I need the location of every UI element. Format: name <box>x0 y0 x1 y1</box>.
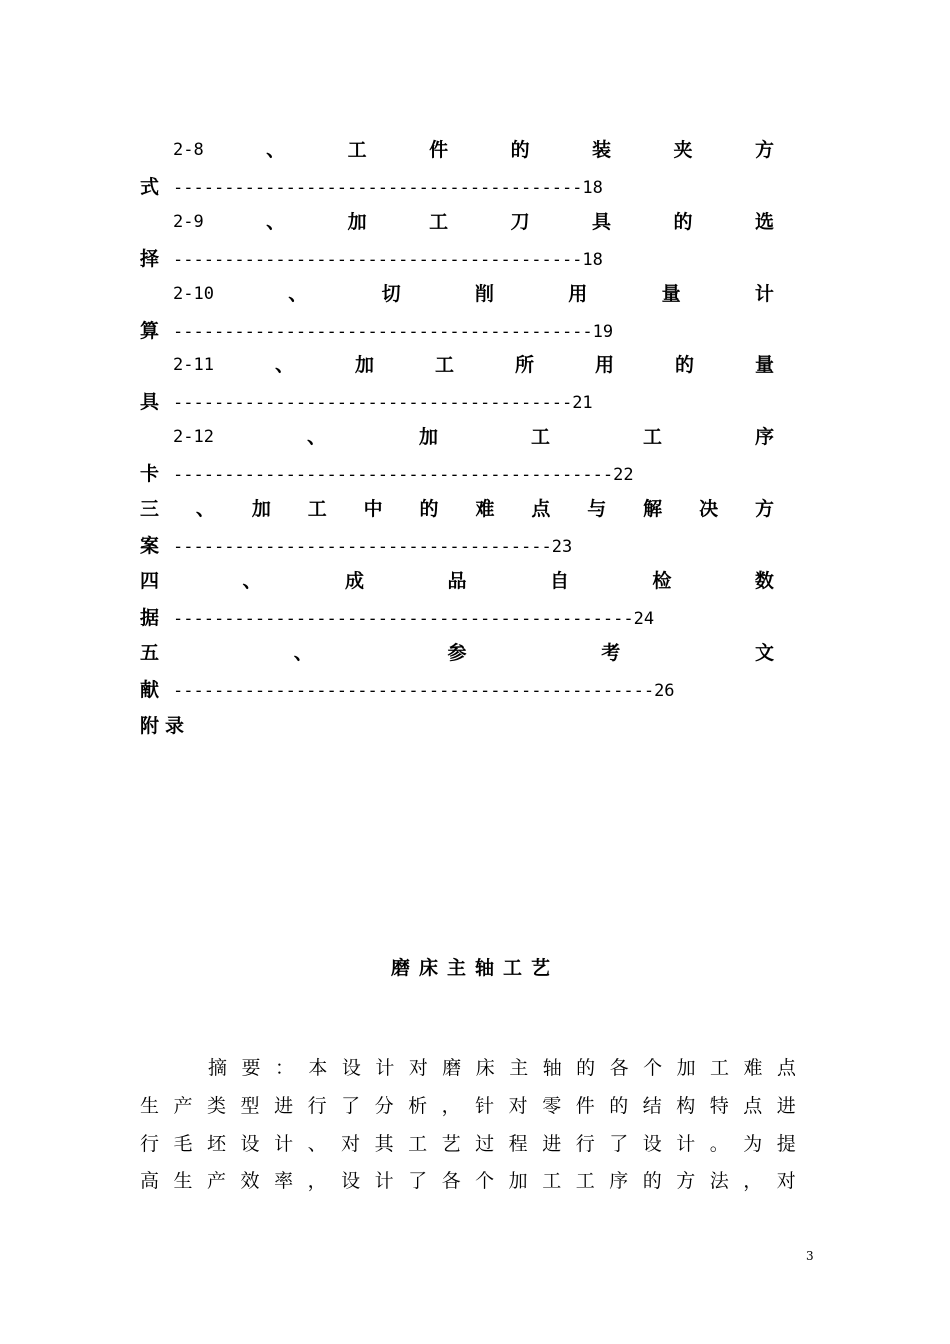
toc-entry-5-heading <box>140 640 774 666</box>
toc-number: 2-12 <box>173 427 214 447</box>
toc-char: 式 <box>140 176 160 198</box>
abstract-char: 设 <box>341 1170 361 1192</box>
toc-char: 品 <box>447 570 467 592</box>
abstract-char: 。 <box>709 1133 729 1155</box>
abstract-char: 点 <box>776 1057 796 1079</box>
abstract-char: 法 <box>709 1170 729 1192</box>
toc-char: 考 <box>601 642 621 664</box>
abstract-char: 为 <box>743 1133 763 1155</box>
abstract-char: 磨 <box>442 1057 462 1079</box>
abstract-char: 提 <box>776 1133 796 1155</box>
abstract-char: 工 <box>408 1133 428 1155</box>
toc-char: 的 <box>673 211 693 233</box>
abstract-char: 各 <box>609 1057 629 1079</box>
abstract-char: 析 <box>408 1095 428 1117</box>
toc-number: 2-10 <box>173 284 214 304</box>
toc-char: 四 <box>140 570 160 592</box>
toc-leader-dashes: ------------------------------------------- <box>173 465 614 485</box>
toc-char: 五 <box>140 642 160 664</box>
toc-entry-3-leader <box>140 533 572 559</box>
abstract-char: 对 <box>508 1095 528 1117</box>
toc-entry-2-11-heading <box>173 352 774 378</box>
toc-leader-dashes: ----------------------------------------- <box>173 322 593 342</box>
abstract-char: 进 <box>776 1095 796 1117</box>
toc-entry-2-12-heading <box>173 424 774 450</box>
toc-entry-2-11-leader <box>140 389 593 415</box>
abstract-line <box>208 1054 796 1082</box>
abstract-char: 本 <box>308 1057 328 1079</box>
toc-page-number: 23 <box>551 537 573 557</box>
toc-page-number: 19 <box>592 322 614 342</box>
toc-char: 检 <box>652 570 672 592</box>
toc-char: 、 <box>242 570 262 592</box>
abstract-char: 工 <box>542 1170 562 1192</box>
abstract-char: 了 <box>609 1133 629 1155</box>
abstract-char: 序 <box>609 1170 629 1192</box>
abstract-char: 行 <box>140 1133 160 1155</box>
toc-page-number: 26 <box>654 681 675 701</box>
toc-char: 工 <box>642 426 662 448</box>
abstract-char: 个 <box>643 1057 663 1079</box>
toc-char: 算 <box>140 320 160 342</box>
abstract-char: 对 <box>408 1057 428 1079</box>
toc-char: 用 <box>594 354 614 376</box>
abstract-char: 工 <box>710 1057 730 1079</box>
toc-char: 工 <box>434 354 454 376</box>
abstract-char: 计 <box>676 1133 696 1155</box>
toc-char: 夹 <box>673 139 693 161</box>
toc-char: 加 <box>418 426 438 448</box>
abstract-char: 计 <box>274 1133 294 1155</box>
toc-char: 加 <box>251 498 271 520</box>
toc-page-number: 21 <box>572 393 593 413</box>
toc-page-number: 18 <box>582 178 603 198</box>
toc-entry-4-leader <box>140 605 654 631</box>
abstract-line <box>140 1130 796 1158</box>
toc-char: 序 <box>754 426 774 448</box>
toc-entry-2-8-heading <box>173 137 774 163</box>
toc-char: 切 <box>381 283 401 305</box>
abstract-char: 生 <box>140 1095 160 1117</box>
abstract-char: 个 <box>475 1170 495 1192</box>
toc-char: 决 <box>699 498 719 520</box>
toc-char: 中 <box>363 498 383 520</box>
abstract-char: 产 <box>207 1170 227 1192</box>
toc-char: 卡 <box>140 463 160 485</box>
abstract-char: ， <box>307 1170 327 1192</box>
abstract-char: 轴 <box>542 1057 562 1079</box>
abstract-char: 了 <box>408 1170 428 1192</box>
toc-char: 难 <box>475 498 495 520</box>
abstract-char: 床 <box>475 1057 495 1079</box>
abstract-char: 设 <box>341 1057 361 1079</box>
abstract-char: 行 <box>575 1133 595 1155</box>
abstract-char: 点 <box>743 1095 763 1117</box>
abstract-char: 毛 <box>173 1133 193 1155</box>
abstract-char: 特 <box>709 1095 729 1117</box>
abstract-char: 摘 <box>208 1057 228 1079</box>
toc-char: 装 <box>592 139 612 161</box>
toc-leader-dashes: ---------------------------------------- <box>173 250 583 270</box>
toc-char: 刀 <box>510 211 530 233</box>
abstract-char: 设 <box>642 1133 662 1155</box>
toc-entry-5-leader <box>140 677 675 703</box>
toc-char: 计 <box>754 283 774 305</box>
toc-char: 所 <box>514 354 534 376</box>
abstract-char: 各 <box>441 1170 461 1192</box>
abstract-char: 类 <box>207 1095 227 1117</box>
abstract-char: 计 <box>375 1057 395 1079</box>
abstract-char: 对 <box>341 1133 361 1155</box>
toc-entry-4-heading <box>140 568 774 594</box>
abstract-char: 主 <box>509 1057 529 1079</box>
abstract-char: 零 <box>542 1095 562 1117</box>
abstract-char: 了 <box>341 1095 361 1117</box>
abstract-char: 率 <box>274 1170 294 1192</box>
toc-char: 加 <box>347 211 367 233</box>
toc-leader-dashes: --------------------------------------- <box>173 393 573 413</box>
toc-char: 具 <box>140 391 160 413</box>
toc-leader-dashes: ------------------------------------- <box>173 537 552 557</box>
toc-char: 削 <box>474 283 494 305</box>
abstract-char: 件 <box>575 1095 595 1117</box>
toc-char: 、 <box>266 211 286 233</box>
page-number: 3 <box>806 1249 814 1263</box>
abstract-char: 进 <box>274 1095 294 1117</box>
toc-char: 的 <box>510 139 530 161</box>
abstract-char: 过 <box>475 1133 495 1155</box>
abstract-char: 要 <box>241 1057 261 1079</box>
abstract-line <box>140 1092 796 1120</box>
toc-char: 数 <box>754 570 774 592</box>
toc-char: 量 <box>661 283 681 305</box>
abstract-char: 加 <box>676 1057 696 1079</box>
toc-char: 、 <box>195 498 215 520</box>
toc-char: 案 <box>140 535 160 557</box>
toc-char: 工 <box>347 139 367 161</box>
abstract-char: 其 <box>374 1133 394 1155</box>
toc-char: 、 <box>288 283 308 305</box>
abstract-char: 产 <box>173 1095 193 1117</box>
toc-char: 点 <box>531 498 551 520</box>
abstract-char: ： <box>274 1057 294 1079</box>
abstract-char: 进 <box>542 1133 562 1155</box>
toc-leader-dashes: --------------------------------------------- <box>173 609 634 629</box>
toc-char: 参 <box>447 642 467 664</box>
abstract-char: 的 <box>576 1057 596 1079</box>
toc-entry-3-heading <box>140 496 774 522</box>
abstract-char: 效 <box>240 1170 260 1192</box>
toc-leader-dashes: ---------------------------------------- <box>173 178 583 198</box>
toc-char: 、 <box>274 354 294 376</box>
document-title: 磨床主轴工艺 <box>390 957 559 979</box>
abstract-char: 艺 <box>441 1133 461 1155</box>
toc-char: 的 <box>674 354 694 376</box>
toc-entry-2-8-leader <box>140 174 603 200</box>
abstract-char: 构 <box>676 1095 696 1117</box>
toc-char: 献 <box>140 679 160 701</box>
abstract-char: 设 <box>240 1133 260 1155</box>
toc-number: 2-9 <box>173 212 204 232</box>
toc-char: 解 <box>643 498 663 520</box>
abstract-char: ， <box>743 1170 763 1192</box>
toc-char: 工 <box>530 426 550 448</box>
toc-page-number: 22 <box>613 465 634 485</box>
toc-char: 、 <box>306 426 326 448</box>
toc-char: 择 <box>140 248 160 270</box>
toc-char: 自 <box>549 570 569 592</box>
toc-entry-2-9-leader <box>140 246 603 272</box>
abstract-char: 程 <box>508 1133 528 1155</box>
toc-char: 加 <box>354 354 374 376</box>
abstract-char: 生 <box>173 1170 193 1192</box>
abstract-char: 坯 <box>207 1133 227 1155</box>
abstract-char: 分 <box>374 1095 394 1117</box>
toc-char: 、 <box>293 642 313 664</box>
toc-char: 用 <box>568 283 588 305</box>
toc-entry-2-10-heading <box>173 281 774 307</box>
toc-number: 2-8 <box>173 140 204 160</box>
toc-appendix: 附录 <box>140 715 191 737</box>
abstract-char: 结 <box>642 1095 662 1117</box>
toc-char: 方 <box>754 139 774 161</box>
toc-char: 与 <box>587 498 607 520</box>
toc-char: 的 <box>419 498 439 520</box>
toc-char: 据 <box>140 607 160 629</box>
abstract-line <box>140 1167 796 1195</box>
toc-char: 工 <box>429 211 449 233</box>
abstract-char: 针 <box>475 1095 495 1117</box>
toc-char: 具 <box>592 211 612 233</box>
toc-leader-dashes: ----------------------------------------------- <box>173 681 655 701</box>
abstract-char: 计 <box>374 1170 394 1192</box>
abstract-char: 难 <box>743 1057 763 1079</box>
toc-number: 2-11 <box>173 355 214 375</box>
toc-char: 工 <box>307 498 327 520</box>
toc-page-number: 18 <box>582 250 603 270</box>
toc-char: 方 <box>754 498 774 520</box>
abstract-char: 型 <box>240 1095 260 1117</box>
abstract-char: 的 <box>642 1170 662 1192</box>
toc-char: 成 <box>344 570 364 592</box>
toc-char: 文 <box>754 642 774 664</box>
abstract-char: 对 <box>776 1170 796 1192</box>
toc-entry-2-10-leader <box>140 318 613 344</box>
toc-char: 三 <box>140 498 160 520</box>
abstract-char: 方 <box>676 1170 696 1192</box>
toc-page-number: 24 <box>633 609 655 629</box>
toc-char: 件 <box>429 139 449 161</box>
abstract-char: 高 <box>140 1170 160 1192</box>
toc-entry-2-12-leader <box>140 461 634 487</box>
abstract-char: 、 <box>307 1133 327 1155</box>
toc-char: 选 <box>754 211 774 233</box>
abstract-char: 行 <box>307 1095 327 1117</box>
abstract-char: 工 <box>575 1170 595 1192</box>
toc-char: 、 <box>266 139 286 161</box>
abstract-char: 加 <box>508 1170 528 1192</box>
abstract-char: ， <box>441 1095 461 1117</box>
toc-char: 量 <box>754 354 774 376</box>
toc-entry-2-9-heading <box>173 209 774 235</box>
abstract-char: 的 <box>609 1095 629 1117</box>
